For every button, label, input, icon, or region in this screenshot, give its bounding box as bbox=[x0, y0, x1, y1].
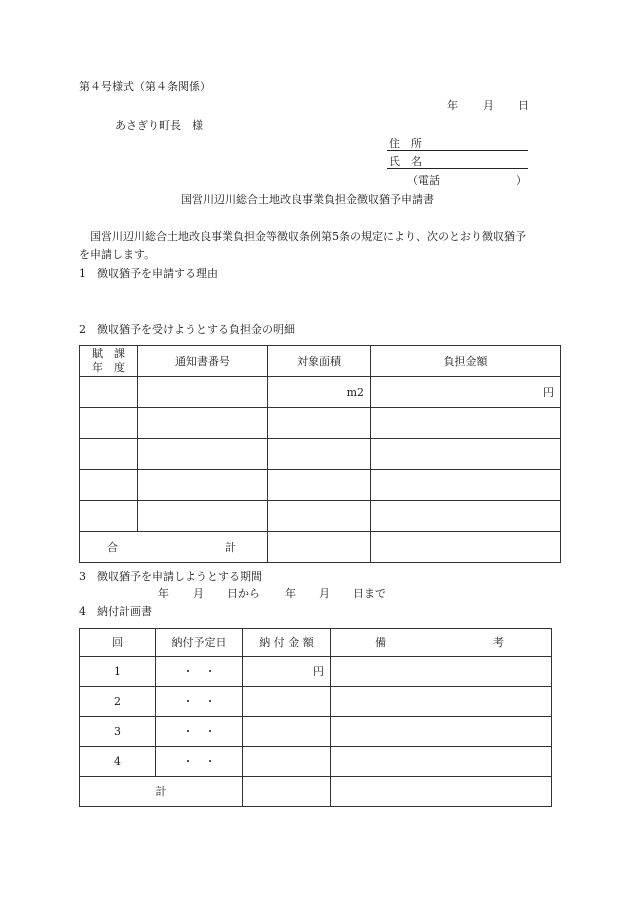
row-payment[interactable] bbox=[243, 717, 331, 747]
cell-area-unit[interactable]: m2 bbox=[268, 377, 371, 408]
date-month-label: 月 bbox=[483, 99, 494, 112]
row-payment[interactable]: 円 bbox=[243, 657, 331, 687]
cell-notice-number[interactable] bbox=[138, 408, 268, 439]
cell-amount[interactable] bbox=[371, 470, 561, 501]
intro-line-1: 国営川辺川総合土地改良事業負担金等徴収条例第5条の規定により、次のとおり徴収猶予 bbox=[90, 230, 526, 243]
date-day-label: 日 bbox=[518, 99, 529, 112]
row-count: 4 bbox=[80, 747, 156, 777]
payment-plan-table bbox=[79, 628, 552, 807]
phone-close: ） bbox=[516, 174, 527, 187]
header-remarks-b: 考 bbox=[493, 636, 504, 649]
section-3-heading: 3 徴収猶予を申請しようとする期間 bbox=[79, 570, 262, 583]
total-amount[interactable] bbox=[371, 532, 561, 563]
total-payment[interactable] bbox=[243, 777, 331, 807]
name-label: 氏 名 bbox=[389, 155, 422, 168]
cell-amount[interactable] bbox=[371, 408, 561, 439]
cell-amount[interactable] bbox=[371, 439, 561, 470]
row-payment[interactable] bbox=[243, 687, 331, 717]
cell-fiscal-year[interactable] bbox=[80, 408, 138, 439]
total-remarks[interactable] bbox=[331, 777, 552, 807]
cell-notice-number[interactable] bbox=[138, 470, 268, 501]
row-count: 2 bbox=[80, 687, 156, 717]
header-notice-number: 通知書番号 bbox=[138, 346, 268, 377]
date-year-label: 年 bbox=[447, 99, 458, 112]
row-due-date[interactable]: ・ ・ bbox=[156, 717, 243, 747]
row-due-date[interactable]: ・ ・ bbox=[156, 657, 243, 687]
header-amount: 負担金額 bbox=[371, 346, 561, 377]
header-remarks-a: 備 bbox=[375, 636, 386, 649]
cell-area[interactable] bbox=[268, 408, 371, 439]
addressee: あさぎり町長 様 bbox=[115, 119, 203, 132]
header-remarks bbox=[331, 629, 552, 657]
section-1-heading: 1 徴収猶予を申請する理由 bbox=[79, 267, 218, 280]
address-label: 住 所 bbox=[389, 137, 422, 150]
cell-notice-number[interactable] bbox=[138, 439, 268, 470]
total-label-right: 計 bbox=[225, 540, 236, 554]
cell-amount-unit[interactable]: 円 bbox=[371, 377, 561, 408]
header-count: 回 bbox=[80, 629, 156, 657]
cell-fiscal-year[interactable] bbox=[80, 377, 138, 408]
cell-notice-number[interactable] bbox=[138, 377, 268, 408]
document-title: 国営川辺川総合土地改良事業負担金徴収猶予申請書 bbox=[181, 193, 434, 206]
section-2-heading: 2 徴収猶予を受けようとする負担金の明細 bbox=[79, 323, 295, 336]
cell-notice-number[interactable] bbox=[138, 501, 268, 532]
row-due-date[interactable]: ・ ・ bbox=[156, 687, 243, 717]
period-month-2: 月 bbox=[319, 587, 330, 600]
phone-open: （電話 bbox=[407, 174, 440, 187]
row-count: 1 bbox=[80, 657, 156, 687]
form-number: 第４号様式（第４条関係） bbox=[79, 80, 211, 93]
header-fiscal-year bbox=[80, 346, 138, 377]
cell-area[interactable] bbox=[268, 501, 371, 532]
total-area[interactable] bbox=[268, 532, 371, 563]
cell-area[interactable] bbox=[268, 470, 371, 501]
row-count: 3 bbox=[80, 717, 156, 747]
period-day-from: 日から bbox=[227, 587, 260, 600]
total-label-left: 合 bbox=[107, 540, 118, 554]
intro-line-2: を申請します。 bbox=[79, 248, 156, 261]
row-remarks[interactable] bbox=[331, 687, 552, 717]
header-target-area: 対象面積 bbox=[268, 346, 371, 377]
header-fiscal-year-bottom: 年 度 bbox=[92, 361, 125, 374]
period-month-1: 月 bbox=[193, 587, 204, 600]
cell-fiscal-year[interactable] bbox=[80, 439, 138, 470]
header-fiscal-year-top: 賦 課 bbox=[92, 347, 125, 360]
header-payment: 納 付 金 額 bbox=[243, 629, 331, 657]
cell-area[interactable] bbox=[268, 439, 371, 470]
cell-amount[interactable] bbox=[371, 501, 561, 532]
row-remarks[interactable] bbox=[331, 657, 552, 687]
name-field[interactable] bbox=[387, 168, 528, 169]
row-remarks[interactable] bbox=[331, 747, 552, 777]
total-label: 計 bbox=[80, 777, 243, 807]
section-4-heading: 4 納付計画書 bbox=[79, 605, 152, 618]
period-year-2: 年 bbox=[285, 587, 296, 600]
total-label-cell bbox=[80, 532, 268, 563]
cell-fiscal-year[interactable] bbox=[80, 501, 138, 532]
row-payment[interactable] bbox=[243, 747, 331, 777]
cell-fiscal-year[interactable] bbox=[80, 470, 138, 501]
period-day-to: 日まで bbox=[353, 587, 386, 600]
header-due-date: 納付予定日 bbox=[156, 629, 243, 657]
address-field[interactable] bbox=[387, 150, 528, 151]
burden-detail-table bbox=[79, 345, 561, 563]
row-remarks[interactable] bbox=[331, 717, 552, 747]
period-year-1: 年 bbox=[158, 587, 169, 600]
row-due-date[interactable]: ・ ・ bbox=[156, 747, 243, 777]
